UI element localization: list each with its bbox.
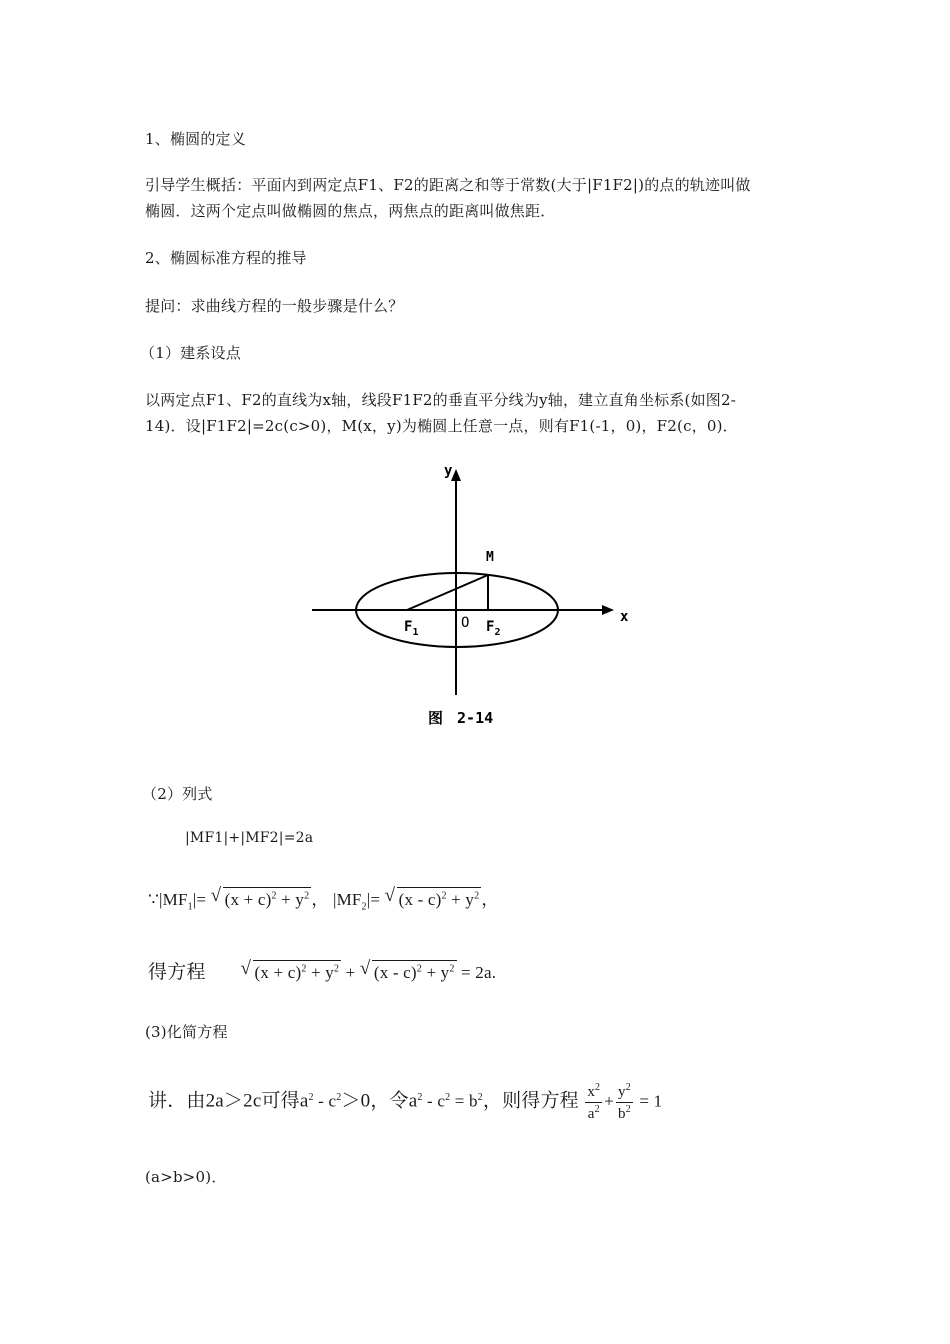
term1-expression: (x + c) (254, 963, 302, 982)
sqrt-mf2: √ $(x - c)^2 + y^2$ (385, 887, 482, 910)
step1-text-line-2: 14)．设|F1F2|=2c(c>0)，M(x，y)为椭圆上任意一点，则有F1(-1，0)，F2(c，0)． (145, 417, 738, 435)
step1-text-line-1: 以两定点F1、F2的直线为x轴，线段F1F2的垂直平分线为y轴，建立直角坐标系(如图2- (145, 391, 737, 409)
y-axis-label: y (444, 463, 453, 479)
point-m-label: M (486, 550, 494, 565)
because-symbol: ∵ (148, 890, 160, 909)
fraction-x2-a2: $\frac{x^2}{a^2}$ (587, 1082, 601, 1122)
simplify-equation: 讲．由2a＞2c可得$a^2 - c^2>0$，令$a^2 - c^2 = b^2$，则得方程 $\frac{x^2}{a^2}$ + $\frac{y^2}{b^2}$ = 1 (148, 1082, 663, 1122)
mf2-subscript: 2 (361, 901, 367, 913)
figure-caption: 图 2-14 (428, 709, 494, 727)
step3-heading: (3)化简方程 (145, 1023, 228, 1041)
obtain-equation: 得方程 √ $(x + c)^2 + y^2$ + √ $(x - c)^2 + y^2 = 2a$. (148, 957, 496, 984)
simplify-part-5: ，则得方程 (482, 1090, 579, 1112)
question-text: 提问：求曲线方程的一般步骤是什么？ (145, 297, 404, 315)
point-f1-label: $F_1$ (404, 619, 419, 638)
y-axis-arrow (451, 469, 461, 481)
mf1-subscript: 1 (187, 901, 193, 913)
final-condition: (a>b>0)． (145, 1168, 227, 1186)
point-f2-label: $F_2$ (486, 619, 501, 638)
simplify-part-4: = b (450, 1091, 478, 1111)
definition-text-line-1: 引导学生概括：平面内到两定点F1、F2的距离之和等于常数(大于|F1F2|)的点的轨迹叫做 (145, 176, 751, 194)
obtain-label: 得方程 (148, 962, 206, 983)
figure-ellipse-diagram (300, 455, 650, 735)
section-heading-ellipse-definition: 1、椭圆的定义 (145, 130, 246, 148)
sqrt-term-1: √ $(x + c)^2 + y^2$ (241, 960, 342, 983)
term2-expression: (x - c) (373, 963, 417, 982)
section-heading-derivation: 2、椭圆标准方程的推导 (145, 249, 307, 267)
step1-heading: （1）建系设点 (140, 344, 241, 362)
x-axis-label: x (620, 609, 629, 625)
x-axis-arrow (602, 605, 614, 615)
simplify-part-3: - c (422, 1091, 446, 1111)
obtain-rhs: = 2a. (461, 963, 497, 982)
sqrt-term-2: √ $(x - c)^2 + y^2$ (360, 960, 457, 983)
because-equations: $\because|MF_1|=$ √ $(x + c)^2 + y^2$ ， $|MF_2|=$ √ $(x - c)^2 + y^2$ ， (148, 885, 499, 912)
mf1-label: |MF (159, 890, 188, 909)
simplify-part-2: ＞0，令a (341, 1090, 418, 1112)
definition-text-line-2: 椭圆．这两个定点叫做椭圆的焦点，两焦点的距离叫做焦距． (145, 202, 556, 220)
simplify-rhs: = 1 (639, 1091, 663, 1111)
step2-heading: （2）列式 (142, 785, 213, 803)
fraction-y2-b2: $\frac{y^2}{b^2}$ (618, 1082, 631, 1122)
mf1-expression: (x + c) (224, 890, 272, 909)
segment-f1-m (407, 575, 488, 610)
sqrt-mf1: √ $(x + c)^2 + y^2$ (211, 887, 312, 910)
origin-label: O (461, 615, 470, 631)
mf2-expression: (x - c) (398, 890, 442, 909)
mf2-label: |MF (332, 890, 362, 909)
simplify-lead: 讲．由2a＞2c可得a (148, 1090, 309, 1112)
step2-equation: |MF1|+|MF2|=2a (185, 830, 314, 846)
simplify-part-1: - c (313, 1091, 337, 1111)
